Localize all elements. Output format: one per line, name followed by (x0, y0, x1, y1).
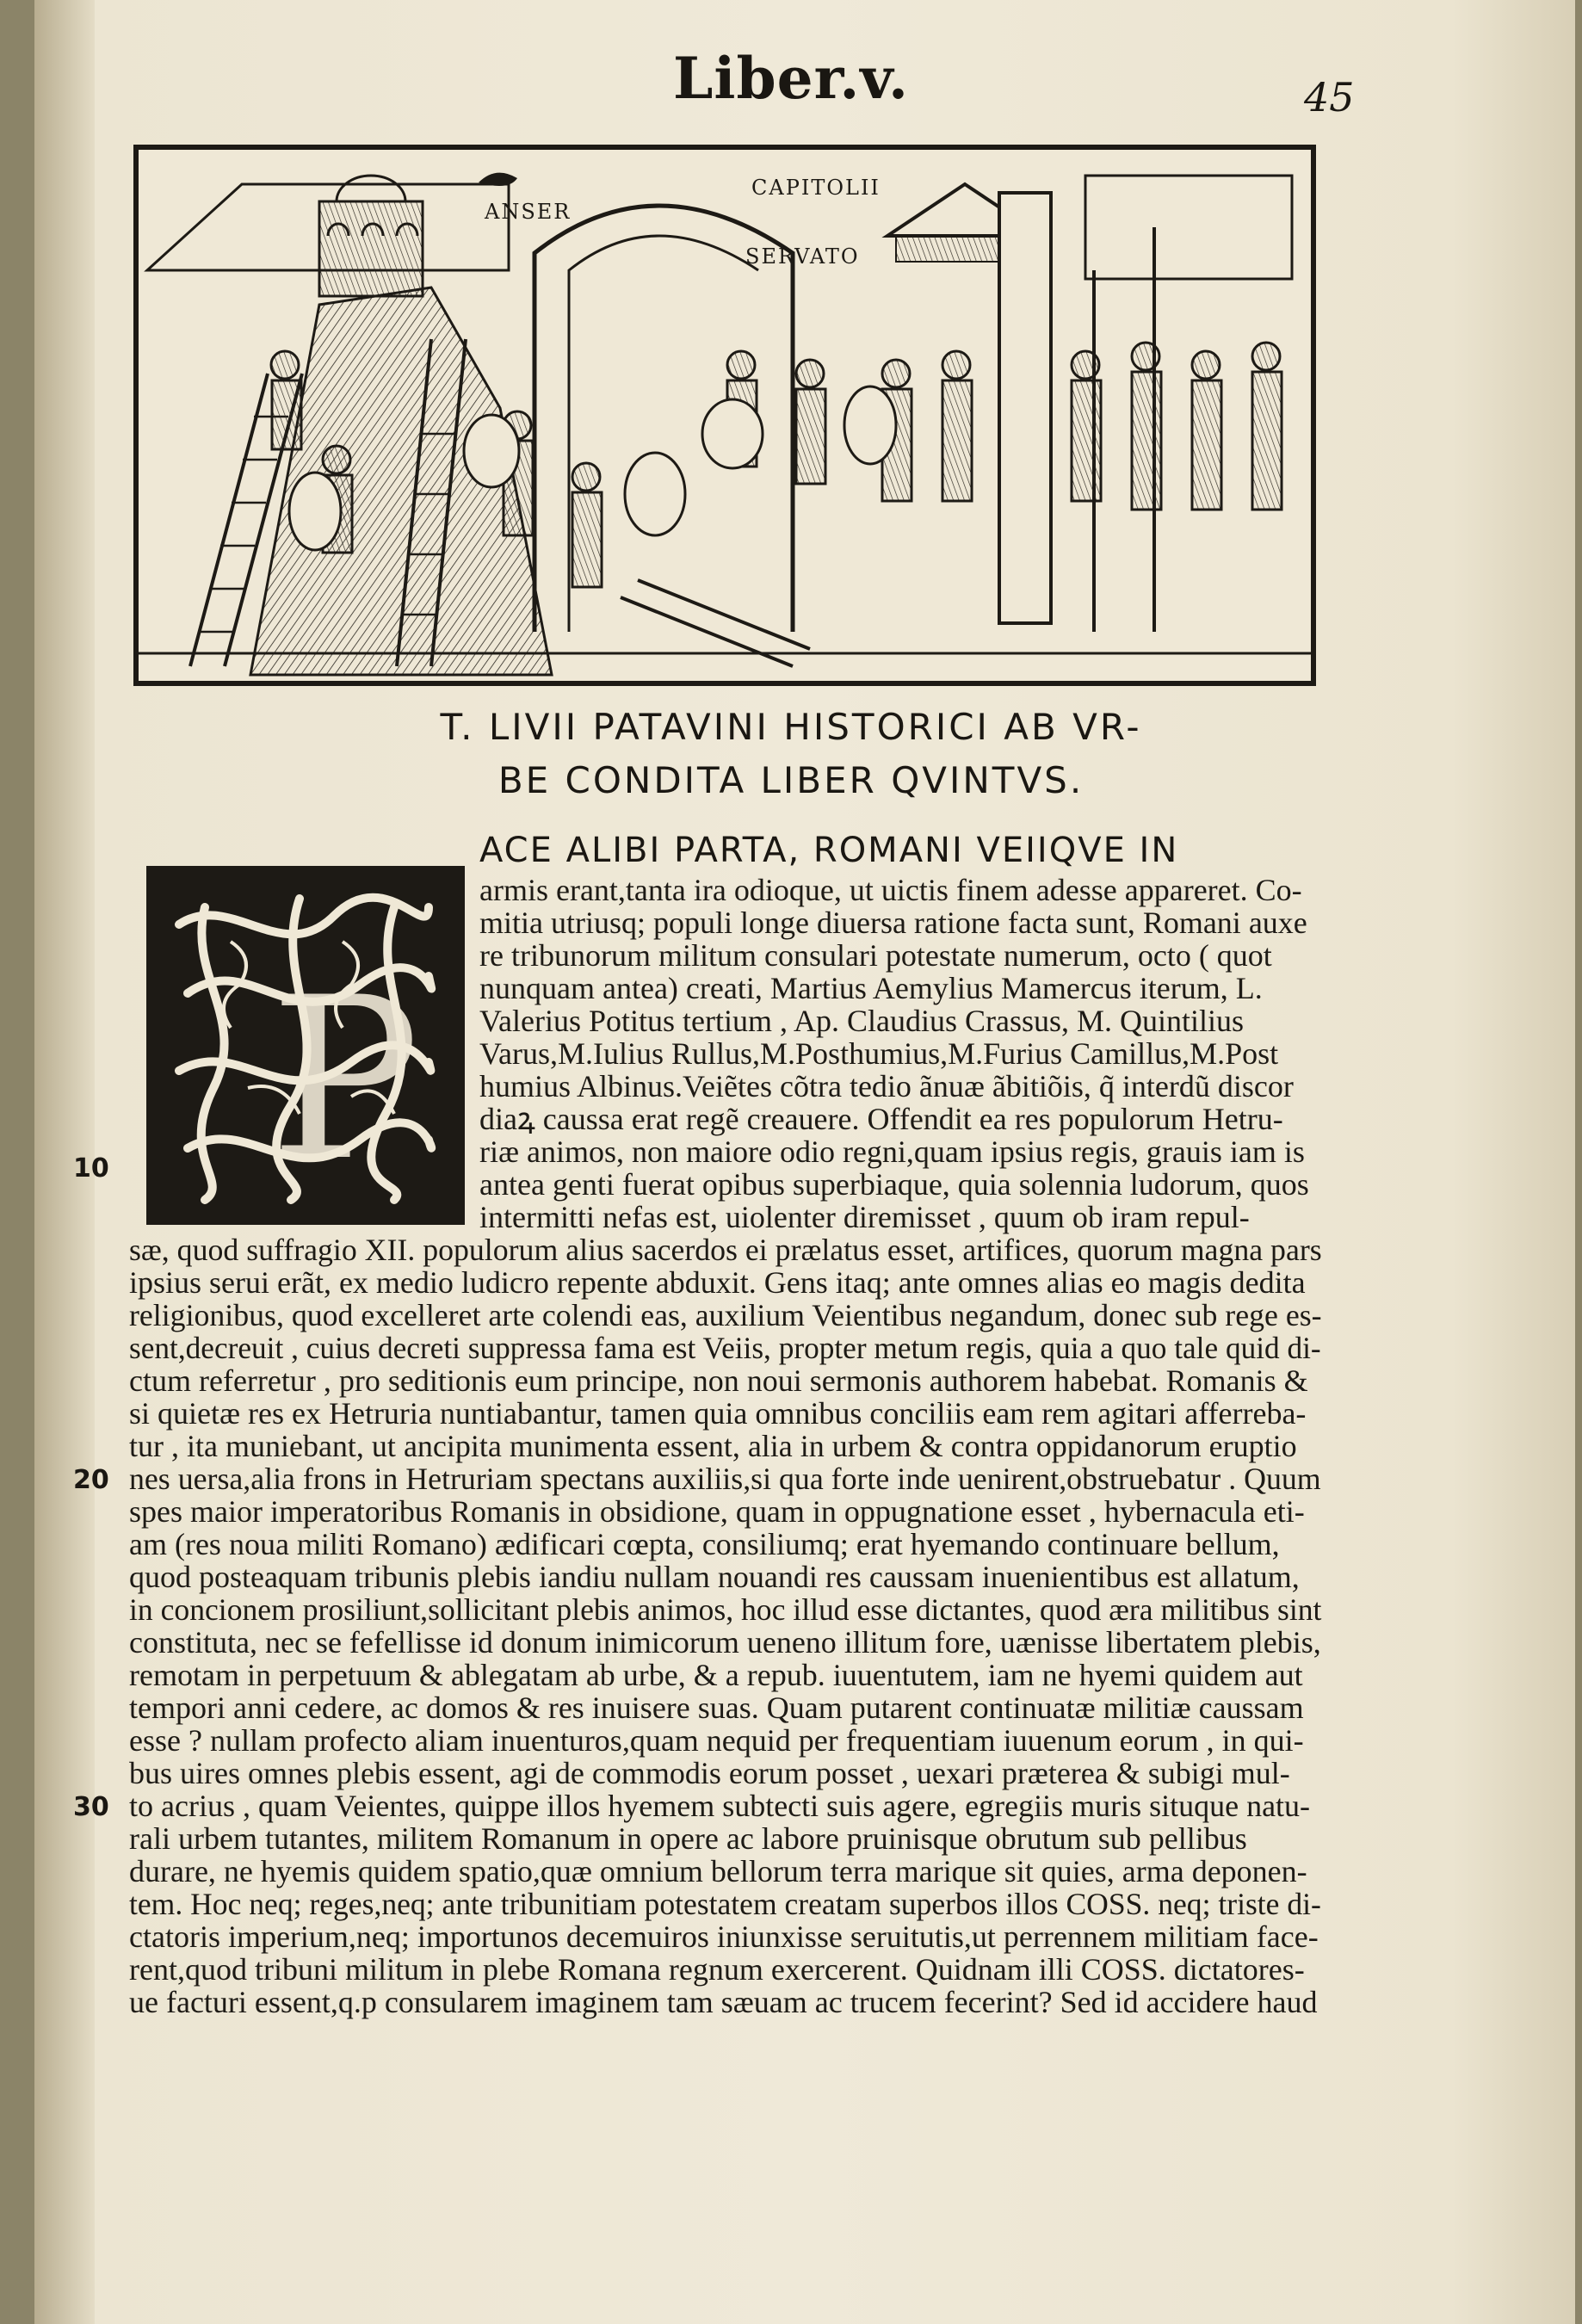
text-line: sæ, quod suffragio XII. populorum alius sacerdos ei prælatus esset, artifices, quorum magna pars (129, 1233, 1322, 1267)
text-line: riæ animos, non maiore odio regni,quam ipsius regis, grauis iam is (479, 1134, 1305, 1169)
text-line: ipsius serui erãt, ex medio ludicro repente abduxit. Gens itaq; ante omnes alias eo magis dedita (129, 1265, 1306, 1300)
text-line: diaꝝ caussa erat regẽ creauere. Offendit ea res populorum Hetru- (479, 1102, 1283, 1136)
text-line: Valerius Potitus tertium , Ap. Claudius Crassus, M. Quintilius (479, 1004, 1245, 1038)
woodcut-label-anser: ANSER (485, 200, 572, 224)
margin-line-number: 30 (73, 1792, 109, 1822)
text-line: ctatoris imperium,neq; importunos decemuiros iniunxisse seruitutis,ut perrennem militiam face- (129, 1919, 1319, 1954)
drop-cap-initial (146, 866, 465, 1225)
text-line: am (res noua militi Romano) ædificari cœpta, consiliumq; erat hyemando continuare bellum, (129, 1527, 1280, 1561)
text-line: tem. Hoc neq; reges,neq; ante tribunitiam potestatem creatam superbos illos COSS. neq; triste di- (129, 1887, 1321, 1921)
text-line: sent,decreuit , cuius decreti suppressa fama est Veiis, propter metum regis, quia a quo tale quid di- (129, 1331, 1321, 1365)
text-line: humius Albinus.Veiẽtes cõtra tedio ãnuæ ãbitiõis, q̃ interdũ discor (479, 1069, 1294, 1103)
woodcut-drawing (139, 150, 1311, 681)
text-line: nunquam antea) creati, Martius Aemylius Mamercus iterum, L. (479, 971, 1263, 1005)
text-line: tur , ita muniebant, ut ancipita munimenta essent, alia in urbem & contra oppidanorum eruptio (129, 1429, 1297, 1463)
running-title: Liber.v. (673, 45, 909, 112)
text-line: remotam in perpetuum & ablegatam ab urbe, & a repub. iuuentutem, iam ne hyemi quidem aut (129, 1658, 1303, 1692)
drop-cap-ornament (153, 873, 458, 1218)
text-line: bus uires omnes plebis essent, agi de commodis eorum posset , uexari præterea & subigi mul- (129, 1756, 1290, 1790)
text-line: rent,quod tribuni militum in plebe Romana regnum exercerent. Quidnam illi COSS. dictatores- (129, 1952, 1305, 1987)
text-line: nes uersa,alia frons in Hetruriam spectans auxiliis,si qua forte inde uenirent,obstruebatur . Quum (129, 1462, 1321, 1496)
text-line: rali urbem tutantes, militem Romanum in opere ac labore pruinisque obrutum sub pellibus (129, 1821, 1247, 1856)
woodcut-label-servato: SERVATO (745, 244, 860, 269)
folio-number: 45 (1304, 74, 1355, 121)
margin-line-number: 10 (73, 1153, 109, 1184)
book-heading-line-2: BE CONDITA LIBER QVINTVS. (497, 759, 1085, 801)
text-line: in concionem prosiliunt,sollicitant plebis animos, hoc illud esse dictantes, quod æra militibus sint (129, 1592, 1322, 1627)
text-line: re tribunorum militum consulari potestate numerum, octo ( quot (479, 938, 1272, 973)
text-line: armis erant,tanta ira odioque, ut uictis finem adesse appareret. Co- (479, 873, 1302, 907)
text-line: quod posteaquam tribunis plebis iandiu nullam nouandi res caussam inuenientibus est allatum, (129, 1560, 1300, 1594)
book-heading-line-1: T. LIVII PATAVINI HISTORICI AB VR- (440, 706, 1142, 748)
text-line: ue facturi essent,q.p consularem imaginem tam sæuam ac trucem fecerint? Sed id accidere haud (129, 1985, 1318, 2019)
text-line: Varus,M.Iulius Rullus,M.Posthumius,M.Furius Camillus,M.Post (479, 1036, 1279, 1071)
woodcut-illustration (133, 145, 1316, 686)
text-line: antea genti fuerat opibus superbiaque, quia solennia ludorum, quos (479, 1167, 1309, 1202)
text-line: mitia utriusq; populi longe diuersa ratione facta sunt, Romani auxe (479, 905, 1307, 940)
text-line: tempori anni cedere, ac domos & res inuisere suas. Quam putarent continuatæ militiæ caussam (129, 1690, 1304, 1725)
woodcut-label-capitolii: CAPITOLII (751, 176, 881, 200)
text-line: si quietæ res ex Hetruria nuntiabantur, tamen quia omnibus conciliis eam rem agitari afferreba- (129, 1396, 1307, 1431)
text-line: religionibus, quod excelleret arte colendi eas, auxilium Veientibus negandum, donec sub rege es- (129, 1298, 1322, 1332)
opening-line: ACE ALIBI PARTA, ROMANI VEIIQVE IN (479, 831, 1179, 870)
margin-line-number: 20 (73, 1465, 109, 1495)
text-line: esse ? nullam profecto aliam inuenturos,quam nequid per frequentiam iuuenum eorum , in qui- (129, 1723, 1304, 1758)
text-line: ctum referretur , pro seditionis eum principe, non noui sermonis authorem habebat. Romanis & (129, 1363, 1308, 1398)
text-line: to acrius , quam Veientes, quippe illos hyemem subtecti suis agere, egregiis muris situque natu- (129, 1789, 1311, 1823)
text-line: intermitti nefas est, uiolenter diremisset , quum ob iram repul- (479, 1200, 1250, 1234)
text-line: spes maior imperatoribus Romanis in obsidione, quam in oppugnatione esset , hybernacula eti- (129, 1494, 1305, 1529)
text-line: constituta, nec se fefellisse id donum inimicorum ueneno illitum fore, uænisse libertatem plebis, (129, 1625, 1321, 1660)
text-line: durare, ne hyemis quidem spatio,quæ omnium bellorum terra marique sit quies, arma deponen- (129, 1854, 1307, 1888)
drop-cap-letter: P (269, 950, 420, 1210)
